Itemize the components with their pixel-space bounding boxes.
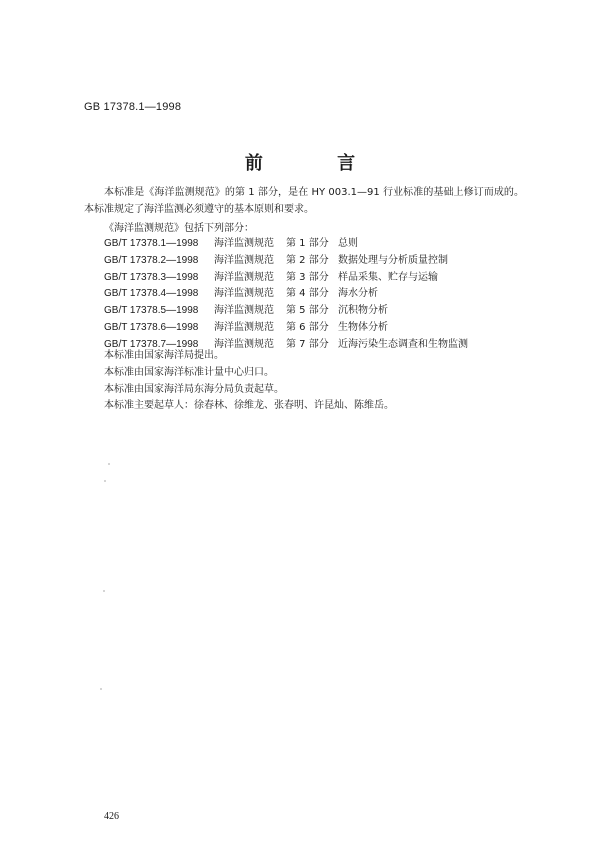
note-line: 本标准主要起草人：徐春林、徐维龙、张春明、许昆灿、陈维岳。 (104, 400, 394, 412)
list-item (104, 286, 468, 303)
part-number: 第 1 部分 (286, 238, 329, 249)
page-number: 426 (104, 811, 119, 822)
list-item (104, 253, 468, 270)
page-title: 前 言 (244, 153, 390, 174)
part-title: 数据处理与分析质量控制 (338, 254, 448, 266)
part-number: 第 7 部分 (286, 338, 329, 350)
part-number: 第 4 部分 (286, 288, 329, 300)
part-number: 第 3 部分 (286, 271, 329, 283)
part-series-name: 海洋监测规范 (214, 288, 274, 300)
scan-speck (103, 590, 105, 592)
parts-list-intro: 《海洋监测规范》包括下列部分： (104, 223, 254, 234)
part-code: GB/T 17378.1—1998 (104, 238, 199, 249)
standard-code: GB 17378.1—1998 (84, 101, 182, 113)
note-line: 本标准由国家海洋局东海分局负责起草。 (104, 383, 284, 395)
note-line: 本标准由国家海洋标准计量中心归口。 (104, 366, 274, 378)
part-code: GB/T 17378.2—1998 (104, 254, 199, 266)
part-title: 海水分析 (338, 288, 378, 300)
scan-speck (104, 480, 106, 482)
list-item (104, 320, 468, 337)
list-item (104, 236, 468, 253)
part-code: GB/T 17378.5—1998 (104, 305, 199, 317)
part-code: GB/T 17378.4—1998 (104, 288, 199, 300)
part-title: 总则 (338, 238, 358, 249)
part-series-name: 海洋监测规范 (214, 238, 274, 249)
part-series-name: 海洋监测规范 (214, 321, 274, 333)
note-line: 本标准由国家海洋局提出。 (104, 350, 224, 361)
part-code: GB/T 17378.6—1998 (104, 321, 199, 333)
part-number: 第 5 部分 (286, 305, 329, 317)
part-number: 第 6 部分 (286, 321, 329, 333)
part-title: 样品采集、贮存与运输 (338, 271, 438, 283)
part-title: 沉积物分析 (338, 305, 388, 317)
intro-paragraph: 本标准是《海洋监测规范》的第 1 部分，是在 HY 003.1—91 行业标准的基础上修订而成的。本标准规定了海洋监测必须遵守的基本原则和要求。 (84, 187, 524, 215)
list-item (104, 270, 468, 287)
part-series-name: 海洋监测规范 (214, 338, 274, 350)
list-item (104, 303, 468, 320)
parts-list (104, 236, 468, 354)
part-series-name: 海洋监测规范 (214, 305, 274, 317)
part-title: 近海污染生态调查和生物监测 (338, 338, 468, 350)
part-code: GB/T 17378.3—1998 (104, 271, 199, 283)
part-series-name: 海洋监测规范 (214, 254, 274, 266)
part-title: 生物体分析 (338, 321, 388, 333)
scan-speck (108, 463, 110, 465)
part-number: 第 2 部分 (286, 254, 329, 266)
part-code: GB/T 17378.7—1998 (104, 338, 199, 350)
scan-speck (100, 688, 102, 690)
notes-block (104, 348, 394, 415)
part-series-name: 海洋监测规范 (214, 271, 274, 283)
